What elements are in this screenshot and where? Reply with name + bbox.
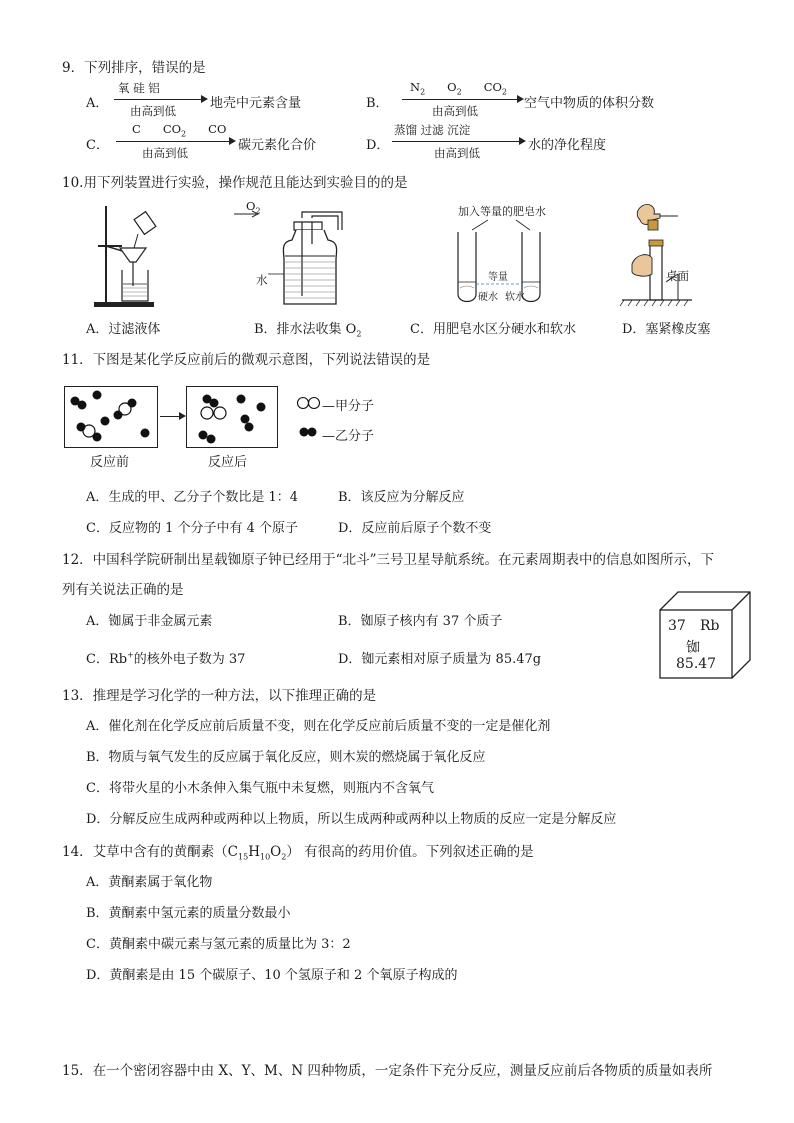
q14-option-d: D．黄酮素是由 15 个碳原子、10 个氢原子和 2 个氧原子构成的	[86, 968, 458, 983]
q12-option-c: C．Rb+的核外电子数为 37	[86, 650, 246, 667]
reaction-before-label: 反应前	[90, 455, 130, 470]
q10-option-b: B．排水法收集 $O_2$	[254, 322, 362, 339]
q12-option-d: D．铷元素相对原子质量为 85.47g	[338, 652, 542, 667]
fig-c-soft-label: 软水	[505, 292, 525, 303]
q12-stem-line1: 12．中国科学院研制出星载铷原子钟已经用于“北斗”三号卫星导航系统。在元素周期表中的信息如图所示，下	[62, 552, 714, 568]
q12-option-a: A．铷属于非金属元素	[86, 614, 213, 629]
q13-stem: 13．推理是学习化学的一种方法，以下推理正确的是	[62, 688, 377, 704]
q14-stem: 14．艾草中含有的黄酮素$(C_{15}H_{10}O_2)$ 有很高的药用价值。下列叙述正确的是	[62, 844, 534, 862]
filtration-figure	[92, 204, 162, 310]
legend-yi-molecule	[299, 426, 321, 438]
q9-stem: 9．下列排序，错误的是	[62, 60, 206, 76]
fig-b-water-label: 水	[256, 273, 268, 287]
q9-option-d-arrow	[392, 141, 520, 142]
q15-stem: 15．在一个密闭容器中由 X、Y、M、N 四种物质，一定条件下充分反应，测量反应前后各物质的质量如表所	[62, 1063, 713, 1079]
q9-option-b-arrow	[402, 99, 518, 100]
q9-option-a-letter: A．	[86, 96, 109, 111]
q9-option-a-result: 地壳中元素含量	[210, 96, 302, 111]
element-atomic-number: 37	[668, 618, 686, 634]
reaction-after-label: 反应后	[208, 455, 248, 470]
q9-option-c-result: 碳元素化合价	[238, 138, 317, 153]
q10-option-a: A．过滤液体	[86, 322, 161, 337]
q14-option-a: A．黄酮素属于氧化物	[86, 875, 213, 890]
stopper-figure	[622, 202, 702, 310]
fig-c-equal-label: 等量	[488, 272, 508, 283]
q9-option-c-below: 由高到低	[142, 146, 188, 160]
q9-option-a-below: 由高到低	[130, 104, 176, 118]
q11-option-d: D．反应前后原子个数不变	[338, 521, 492, 536]
reaction-arrow	[160, 416, 180, 417]
q9-option-d-above: 蒸馏 过滤 沉淀	[394, 123, 471, 137]
q9-option-b-letter: B．	[366, 96, 389, 111]
reaction-before-box	[64, 386, 158, 448]
q10-stem: 10.用下列装置进行实验，操作规范且能达到实验目的的是	[62, 175, 408, 191]
q9-option-a-arrow	[114, 99, 202, 100]
q9-option-d-result: 水的净化程度	[528, 138, 607, 153]
q11-option-a: A．生成的甲、乙分子个数比是 1：4	[86, 490, 299, 505]
q9-option-b-above: $N_2$ $O_2$ $CO_2$	[410, 80, 508, 97]
q12-stem-line2: 列有关说法正确的是	[62, 582, 184, 598]
gas-collection-figure	[232, 208, 352, 308]
fig-d-table-label: 桌面	[666, 269, 689, 283]
legend-jia-label: —甲分子	[322, 399, 375, 414]
legend-yi-label: —乙分子	[322, 429, 375, 444]
element-name: 铷	[686, 640, 700, 656]
q11-stem: 11．下图是某化学反应前后的微观示意图，下列说法错误的是	[62, 352, 431, 368]
q9-option-c-arrow	[116, 141, 230, 142]
element-symbol: Rb	[700, 618, 720, 634]
fig-c-hard-label: 硬水	[478, 292, 498, 303]
reaction-after-molecules	[187, 387, 277, 447]
legend-jia-molecule	[297, 396, 323, 410]
reaction-before-molecules	[65, 387, 157, 447]
q9-option-d-letter: D．	[366, 138, 390, 153]
fig-c-top-label: 加入等量的肥皂水	[458, 205, 546, 218]
q13-option-b: B．物质与氧气发生的反应属于氧化反应，则木炭的燃烧属于氧化反应	[86, 750, 486, 765]
q11-option-c: C．反应物的 1 个分子中有 4 个原子	[86, 521, 299, 536]
q13-option-d: D．分解反应生成两种或两种以上物质，所以生成两种或两种以上物质的反应一定是分解反应	[86, 812, 617, 827]
soap-test-figure	[452, 218, 552, 306]
q9-option-c-letter: C．	[86, 138, 109, 153]
q13-option-a: A．催化剂在化学反应前后质量不变，则在化学反应前后质量不变的一定是催化剂	[86, 719, 551, 734]
q9-option-b-result: 空气中物质的体积分数	[524, 96, 655, 111]
q14-option-b: B．黄酮素中氢元素的质量分数最小	[86, 906, 291, 921]
reaction-after-box	[186, 386, 278, 448]
q12-option-b: B．铷原子核内有 37 个质子	[338, 614, 503, 629]
q10-option-c: C．用肥皂水区分硬水和软水	[410, 322, 576, 337]
q13-option-c: C．将带火星的小木条伸入集气瓶中未复燃，则瓶内不含氧气	[86, 781, 434, 796]
q10-option-d: D．塞紧橡皮塞	[622, 322, 711, 337]
q11-option-b: B．该反应为分解反应	[338, 490, 465, 505]
q9-option-d-below: 由高到低	[434, 146, 480, 160]
q9-option-a-above: 氧 硅 铝	[118, 81, 160, 95]
q9-option-c-above: C $CO_2$ CO	[132, 122, 227, 139]
element-mass: 85.47	[676, 656, 717, 672]
q9-option-b-below: 由高到低	[432, 104, 478, 118]
q14-option-c: C．黄酮素中碳元素与氢元素的质量比为 3：2	[86, 937, 351, 952]
fig-b-o2-label: $O_2$	[246, 199, 261, 216]
